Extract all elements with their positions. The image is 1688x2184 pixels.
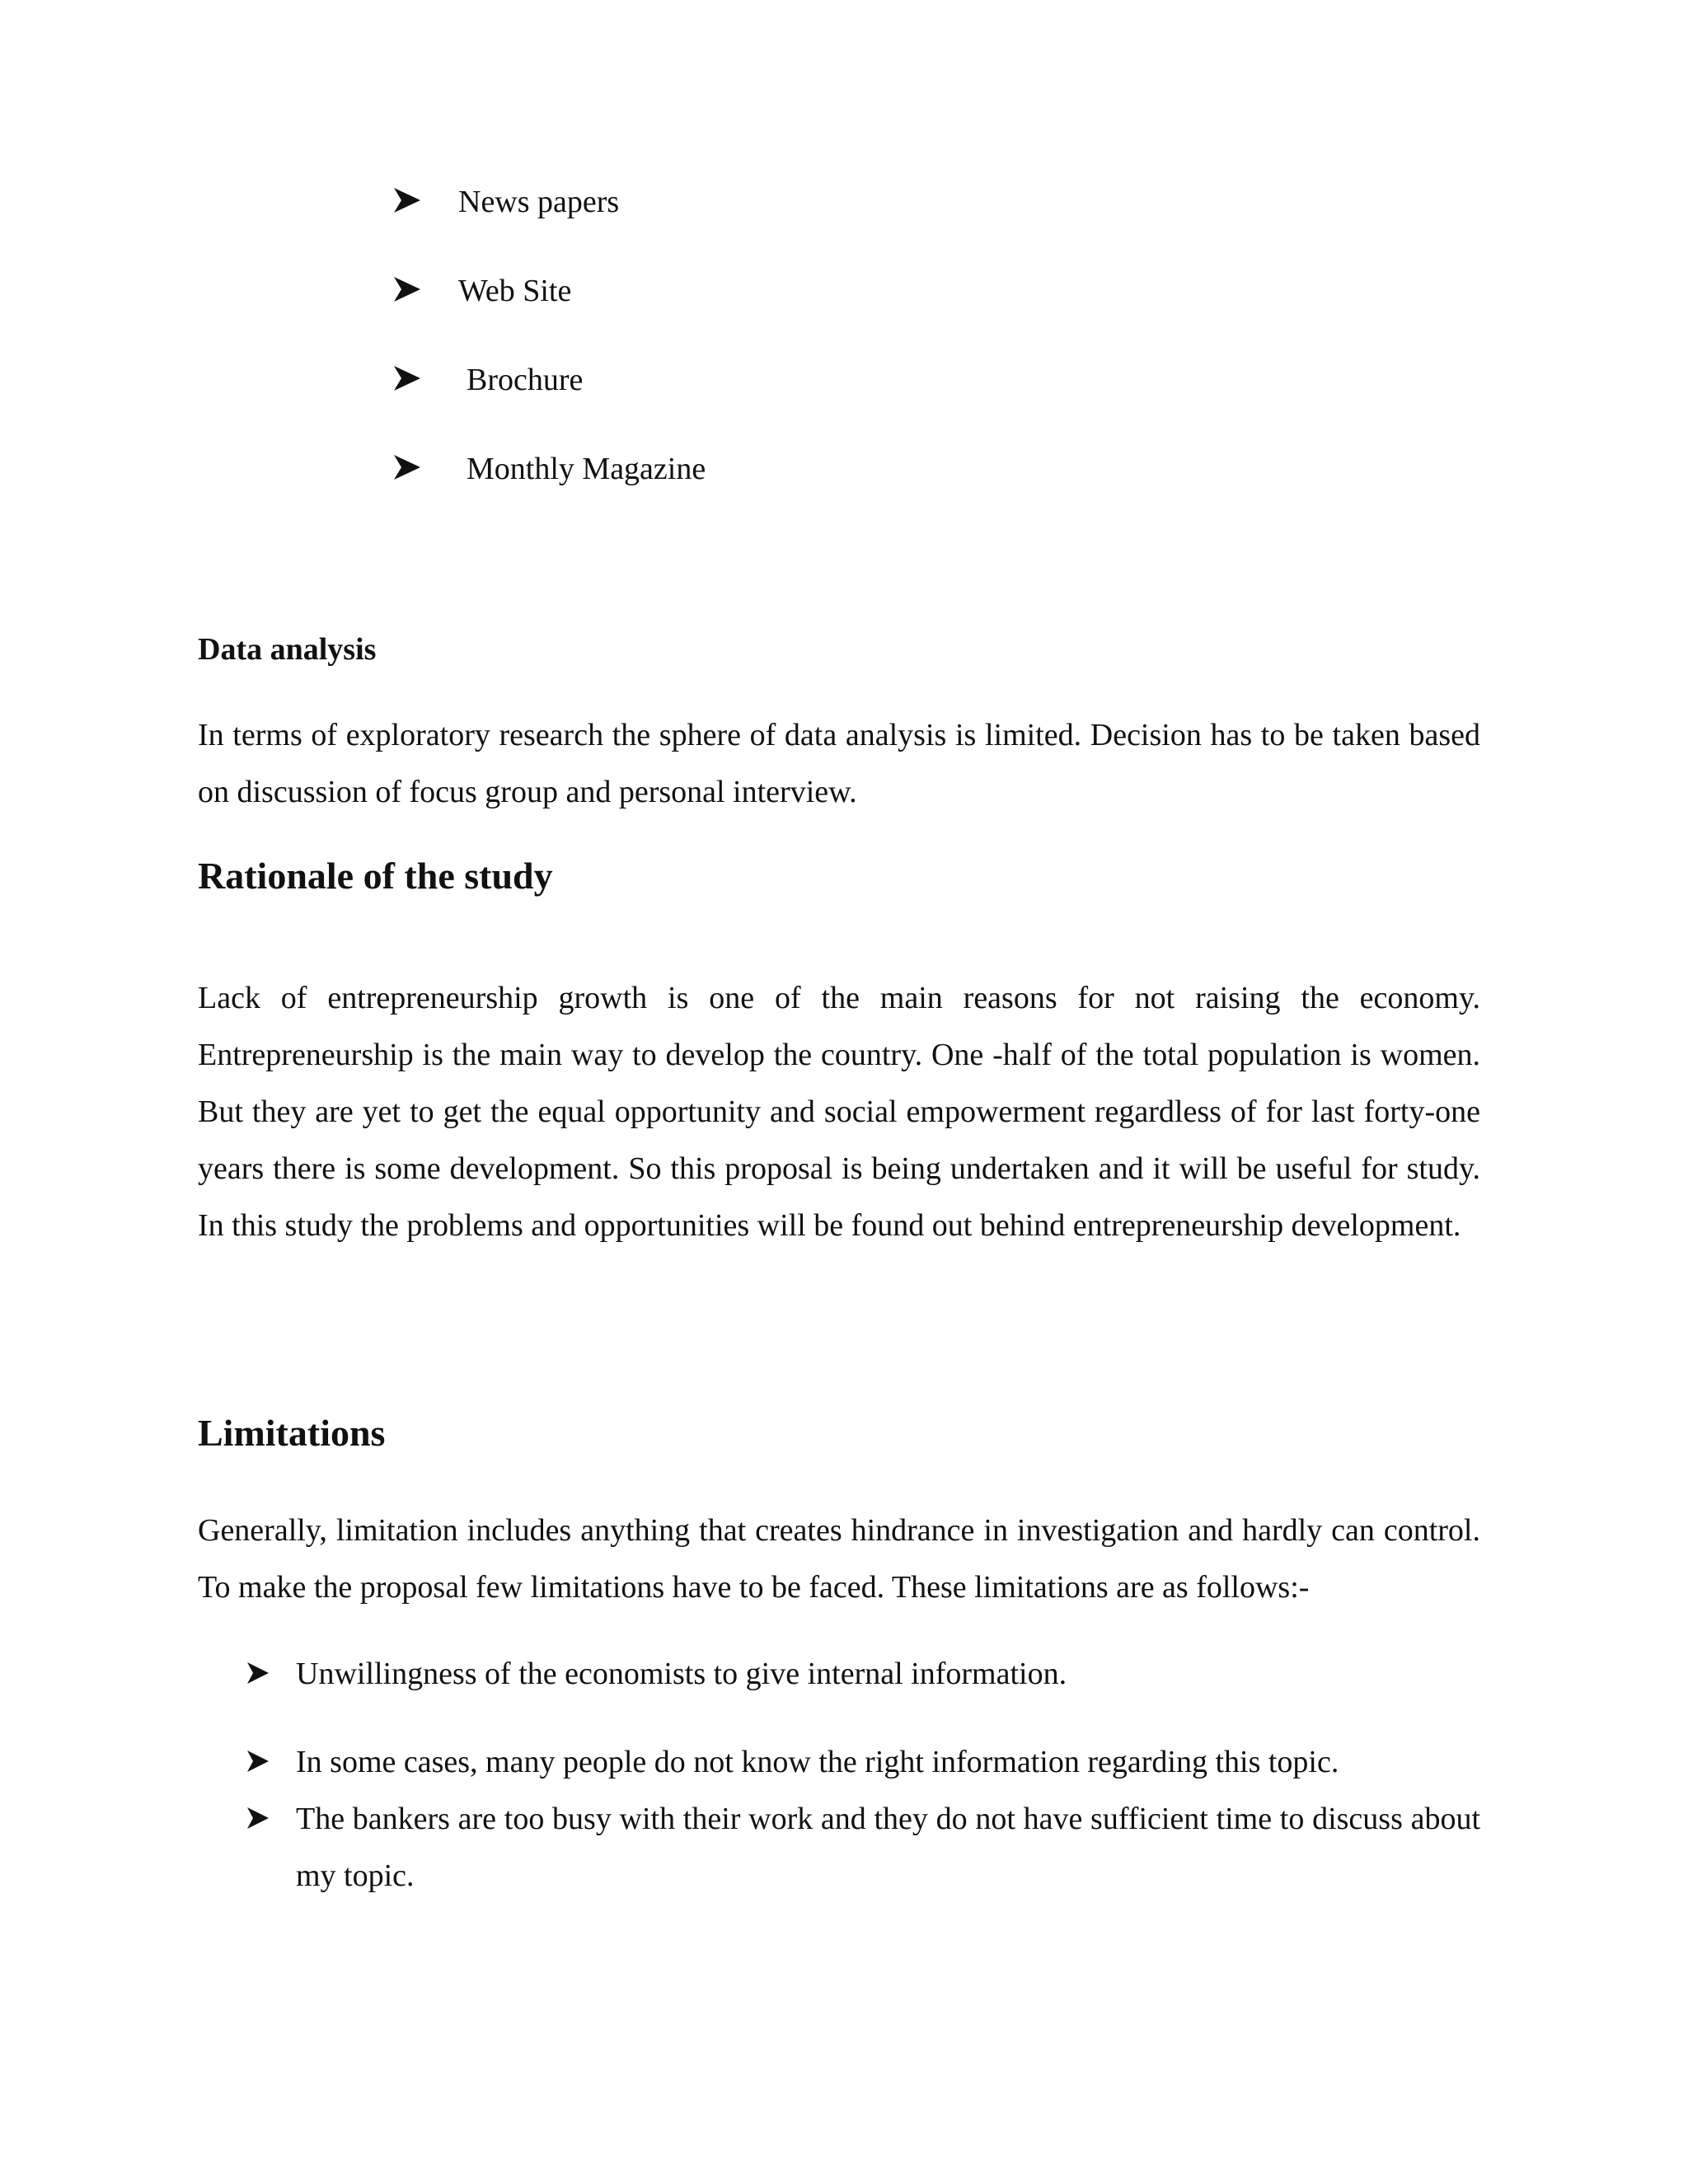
arrowhead-bullet-icon bbox=[394, 455, 420, 480]
limitations-heading: Limitations bbox=[198, 1412, 386, 1454]
source-item-label: Web Site bbox=[458, 274, 572, 308]
list-item bbox=[394, 453, 706, 542]
list-item bbox=[394, 275, 706, 364]
arrowhead-bullet-icon bbox=[394, 188, 420, 213]
source-item-label: Monthly Magazine bbox=[467, 452, 706, 486]
rationale-heading: Rationale of the study bbox=[198, 855, 553, 897]
list-item bbox=[394, 186, 706, 275]
sources-list bbox=[394, 186, 706, 542]
data-analysis-paragraph: In terms of exploratory research the sphere of data analysis is limited. Decision has to be taken based on discussion of focus group and personal interview. bbox=[198, 718, 1480, 809]
data-analysis-heading: Data analysis bbox=[198, 632, 377, 667]
limitation-item-text: The bankers are too busy with their work and they do not have sufficient time to discuss about my topic. bbox=[296, 1802, 1480, 1893]
limitation-item-text: Unwillingness of the economists to give internal information. bbox=[296, 1657, 1067, 1691]
limitations-paragraph: Generally, limitation includes anything that creates hindrance in investigation and hardly can control. To make the proposal few limitations have to be faced. These limitations are as follows:- bbox=[198, 1513, 1480, 1605]
arrowhead-bullet-icon bbox=[247, 1750, 269, 1772]
source-item-label: Brochure bbox=[467, 363, 584, 397]
rationale-paragraph: Lack of entrepreneurship growth is one of the main reasons for not raising the economy. Entrepreneurship is the main way to develop the country. One -half of the total population is women. But they are yet to get the equal opportunity and social empowerment regardless of for last forty-one years there is some development. So this proposal is being undertaken and it will be useful for study. In this study the problems and opportunities will be found out behind entrepreneurship development. bbox=[198, 981, 1480, 1243]
arrowhead-bullet-icon bbox=[247, 1662, 269, 1684]
list-item bbox=[247, 1734, 1480, 1791]
limitations-list-cont bbox=[247, 1734, 1480, 1905]
arrowhead-bullet-icon bbox=[394, 366, 420, 391]
source-item-label: News papers bbox=[458, 185, 620, 219]
list-item bbox=[247, 1646, 1480, 1703]
list-item bbox=[394, 364, 706, 453]
limitations-list bbox=[247, 1646, 1480, 1703]
arrowhead-bullet-icon bbox=[247, 1807, 269, 1829]
list-item bbox=[247, 1791, 1480, 1905]
arrowhead-bullet-icon bbox=[394, 277, 420, 302]
limitation-item-text: In some cases, many people do not know the right information regarding this topic. bbox=[296, 1745, 1339, 1779]
